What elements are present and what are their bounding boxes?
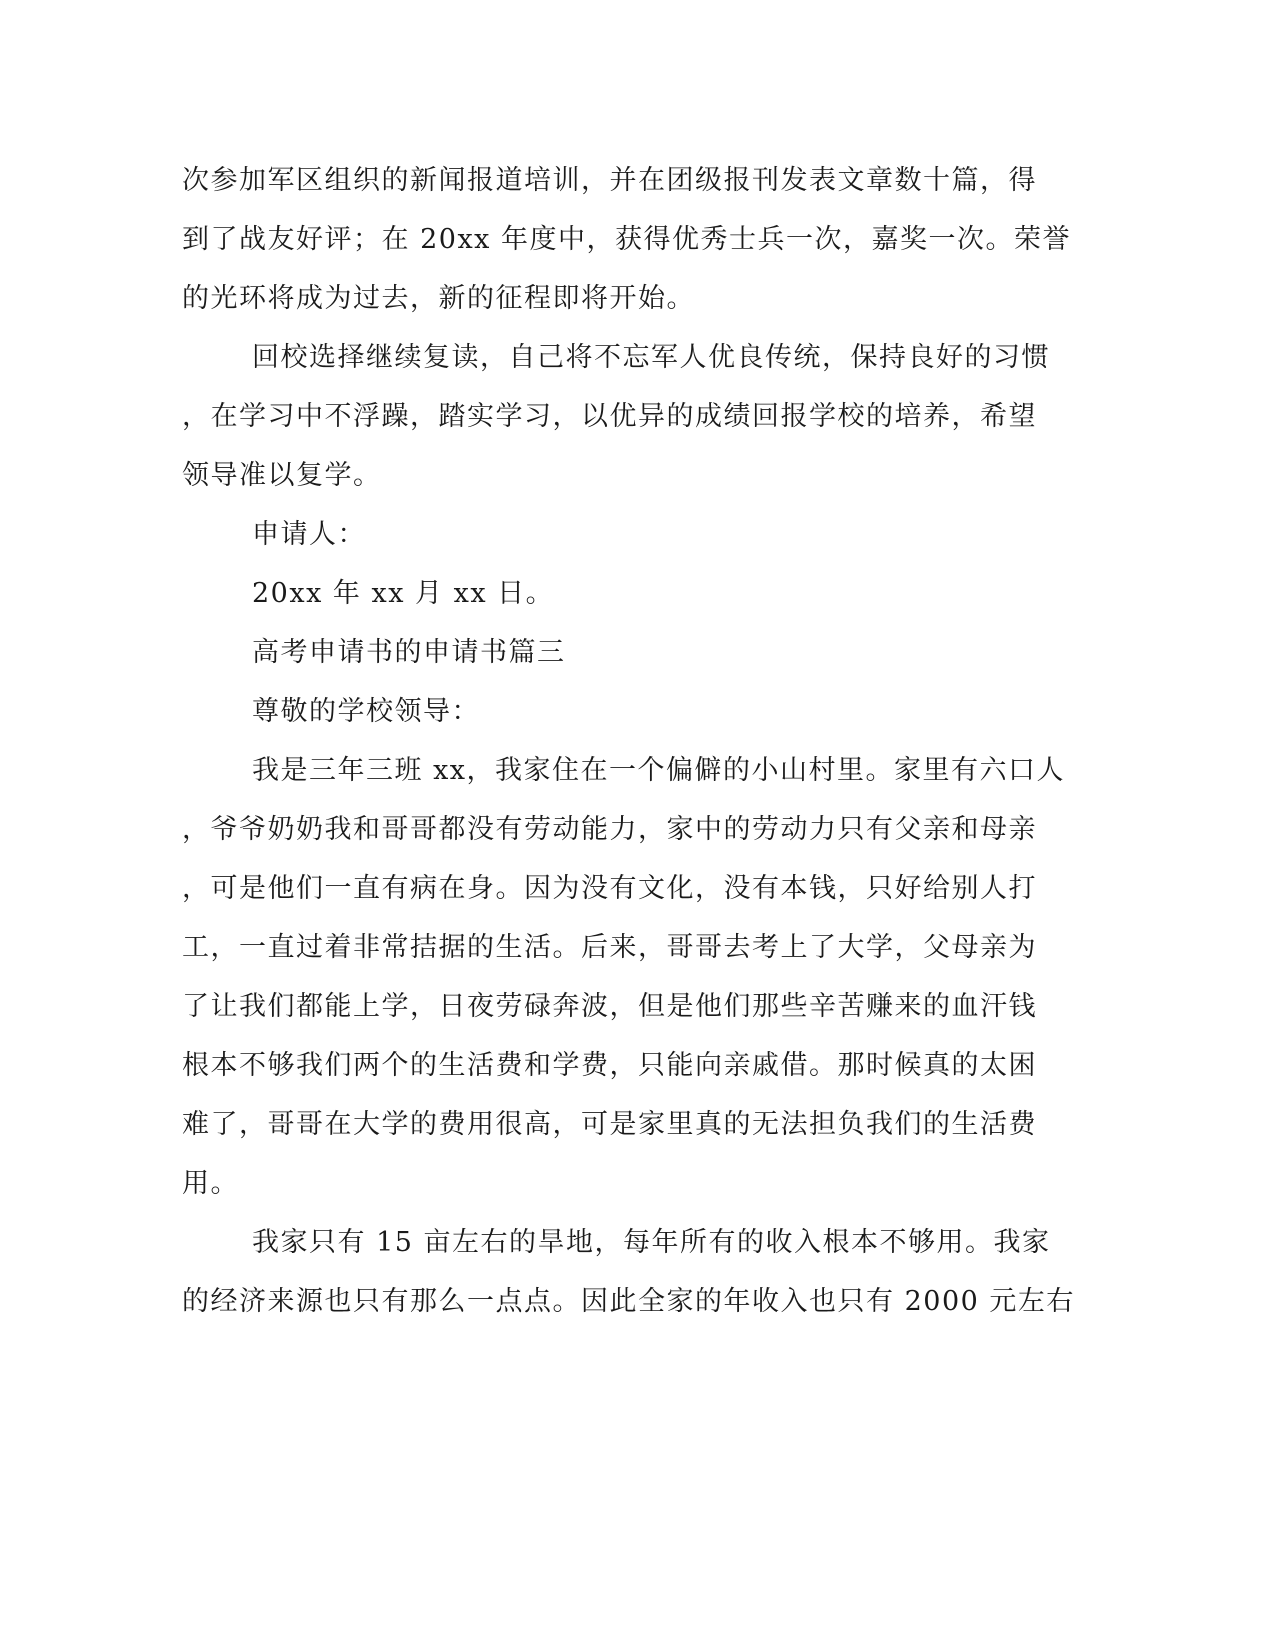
paragraph-line: ，在学习中不浮躁，踏实学习，以优异的成绩回报学校的培养，希望 xyxy=(182,401,1037,432)
paragraph-line: ，可是他们一直有病在身。因为没有文化，没有本钱，只好给别人打 xyxy=(182,873,1037,904)
paragraph-line: 领导准以复学。 xyxy=(182,460,382,491)
paragraph-line: 了让我们都能上学，日夜劳碌奔波，但是他们那些辛苦赚来的血汗钱 xyxy=(182,991,1037,1022)
paragraph-line: 难了，哥哥在大学的费用很高，可是家里真的无法担负我们的生活费 xyxy=(182,1109,1037,1140)
paragraph-line: 我是三年三班 xx，我家住在一个偏僻的小山村里。家里有六口人 xyxy=(252,755,1066,786)
section-heading: 高考申请书的申请书篇三 xyxy=(252,637,566,668)
paragraph-line: 用。 xyxy=(182,1168,239,1199)
paragraph-line: 次参加军区组织的新闻报道培训，并在团级报刊发表文章数十篇，得 xyxy=(182,165,1037,196)
applicant-label: 申请人： xyxy=(252,519,366,550)
paragraph-line: 工，一直过着非常拮据的生活。后来，哥哥去考上了大学，父母亲为 xyxy=(182,932,1037,963)
salutation: 尊敬的学校领导： xyxy=(252,696,480,727)
date-line: 20xx 年 xx 月 xx 日。 xyxy=(252,578,555,609)
paragraph-line: ，爷爷奶奶我和哥哥都没有劳动能力，家中的劳动力只有父亲和母亲 xyxy=(182,814,1037,845)
paragraph-line: 到了战友好评；在 20xx 年度中，获得优秀士兵一次，嘉奖一次。荣誉 xyxy=(182,224,1071,255)
paragraph-line: 根本不够我们两个的生活费和学费，只能向亲戚借。那时候真的太困 xyxy=(182,1050,1037,1081)
paragraph-line: 的经济来源也只有那么一点点。因此全家的年收入也只有 2000 元左右 xyxy=(182,1286,1075,1317)
paragraph-line: 的光环将成为过去，新的征程即将开始。 xyxy=(182,283,695,314)
paragraph-line: 我家只有 15 亩左右的旱地，每年所有的收入根本不够用。我家 xyxy=(252,1227,1051,1258)
paragraph-line: 回校选择继续复读，自己将不忘军人优良传统，保持良好的习惯 xyxy=(252,342,1050,373)
